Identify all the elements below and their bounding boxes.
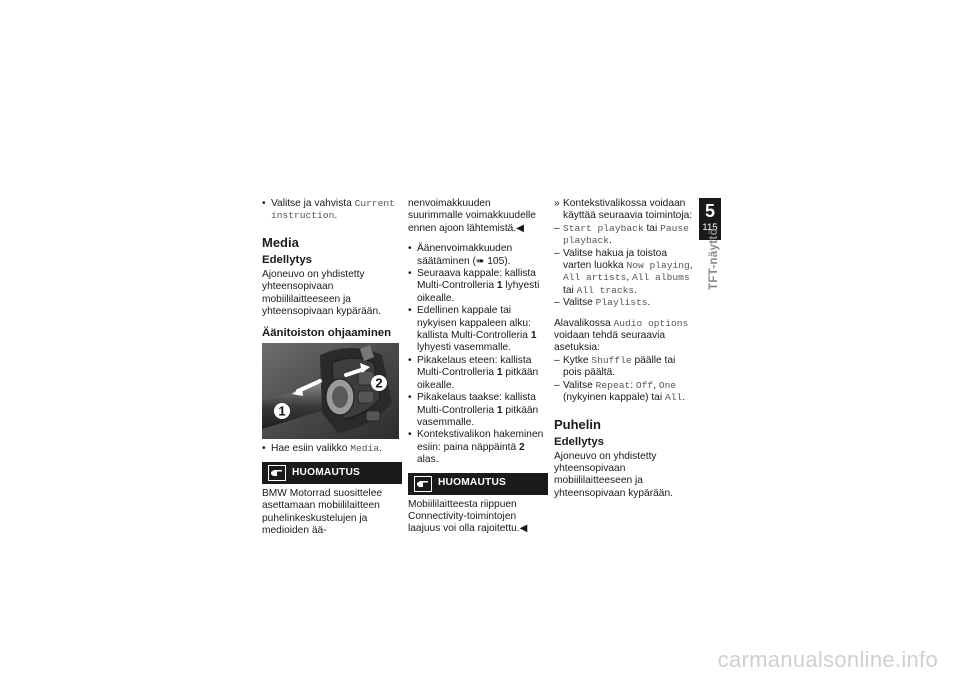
step-confirm-instruction: • Valitse ja vahvista Current instruction. <box>262 198 402 223</box>
photo-label-1: 1 <box>278 403 286 419</box>
note-banner: HUOMAUTUS <box>408 473 548 495</box>
edellytys-text: Ajoneuvo on yhdistetty yhteensopivaan mobiililaitteeseen ja yhteensopivaan kypärään. <box>554 450 673 499</box>
bullet-fast-forward: • Pikakelaus eteen: kallista Multi-Controlleria 1 pitkään oikealle. <box>408 355 548 392</box>
bullet-context-menu: • Kontekstivalikon hakeminen esiin: paina näppäintä 2 alas. <box>408 429 548 466</box>
pointing-hand-icon <box>268 465 286 481</box>
page-number: 115 <box>702 222 718 233</box>
note-text: Mobiililaitteesta riippuen Connectivity-toimintojen laajuus voi olla rajoitettu.◀ <box>408 498 528 535</box>
edellytys-text: Ajoneuvo on yhdistetty yhteensopivaan mobiililaitteeseen ja yhteensopivaan kypärään. <box>262 268 381 318</box>
continued-text: nenvoimakkuuden suurimmalle voimakkuudelle ennen ajoon lähtemistä.◀ <box>408 198 536 234</box>
heading-puhelin: Puhelin <box>554 416 601 432</box>
step-open-media: • Hae esiin valikko Media. <box>262 443 402 455</box>
bullet-rewind: • Pikakelaus taakse: kallista Multi-Controlleria 1 pitkään vasemmalle. <box>408 392 548 429</box>
note-text: BMW Motorrad suosittelee asettamaan mobiililaitteen puhelinkeskustelujen ja medioiden ää- <box>262 487 383 537</box>
heading-aanitoisto: Äänitoiston ohjaaminen <box>262 327 392 340</box>
option-playback: – Start playback tai Pause playback. <box>554 223 694 248</box>
option-category: – Valitse hakua ja toistoa varten luokka Now playing, All artists, All albums tai All tracks. <box>554 248 694 298</box>
heading-edellytys: Edellytys <box>262 253 313 266</box>
option-playlists: – Valitse Playlists. <box>554 297 694 309</box>
bullet-prev-track: • Edellinen kappale tai nykyisen kappaleen alku: kallista Multi-Controlleria 1 lyhyesti vasemmalle. <box>408 305 548 355</box>
bullet-volume: • Äänenvoimakkuuden säätäminen (➠ 105). <box>408 243 548 268</box>
column-1 <box>262 198 402 537</box>
column-3 <box>554 198 694 500</box>
column-2 <box>408 198 548 536</box>
option-shuffle: – Kytke Shuffle päälle tai pois päältä. <box>554 355 694 380</box>
chapter-title-vertical: TFT-näyttö <box>708 228 720 290</box>
pointing-hand-icon <box>414 476 432 492</box>
heading-edellytys: Edellytys <box>554 435 605 448</box>
option-repeat: – Valitse Repeat: Off, One (nykyinen kappale) tai All. <box>554 380 694 405</box>
bullet-next-track: • Seuraava kappale: kallista Multi-Controlleria 1 lyhyesti oikealle. <box>408 268 548 305</box>
watermark: carmanualsonline.info <box>717 647 938 672</box>
photo-label-2: 2 <box>375 375 383 391</box>
context-menu-intro: » Kontekstivalikossa voidaan käyttää seuraavia toimintoja: <box>554 198 694 223</box>
chapter-number: 5 <box>704 201 715 221</box>
heading-media: Media <box>262 234 299 250</box>
note-banner: HUOMAUTUS <box>262 462 402 484</box>
audio-options-intro: Alavalikossa Audio options voidaan tehdä seuraavia asetuksia: <box>554 317 689 354</box>
handlebar-controls-photo <box>262 343 399 439</box>
